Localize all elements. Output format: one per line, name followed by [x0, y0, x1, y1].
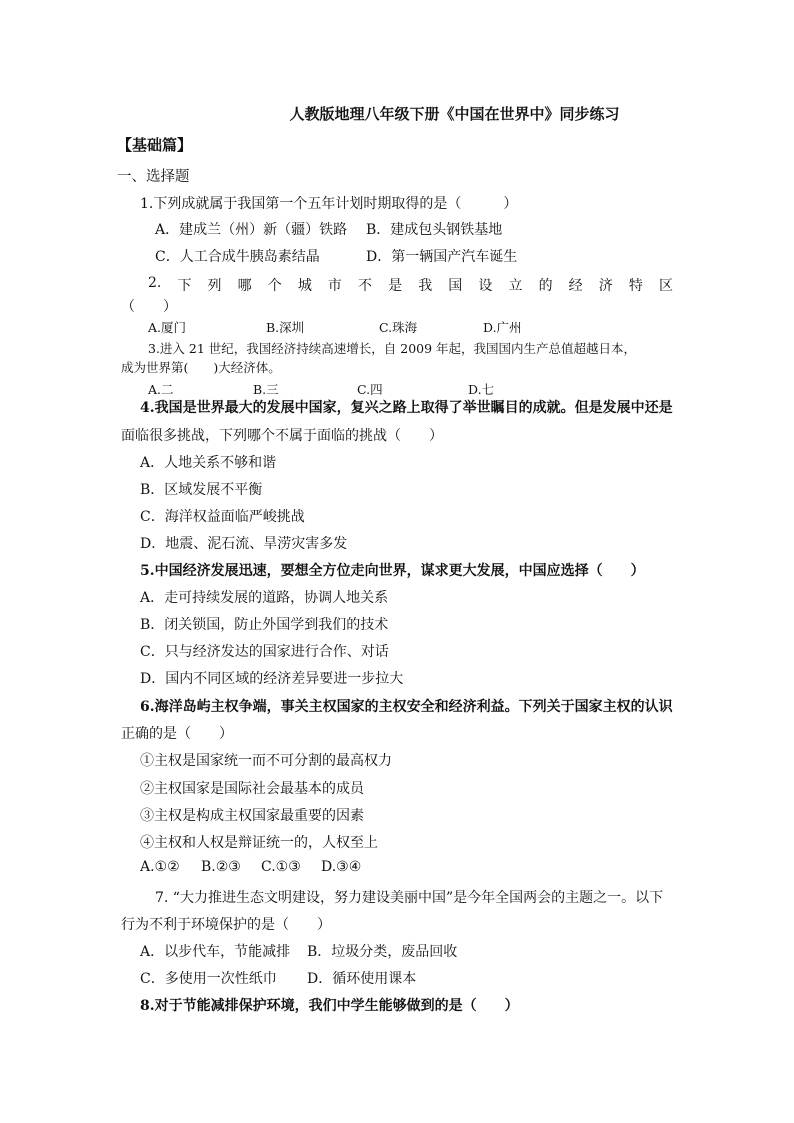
question-6-option-b: B.②③ [201, 859, 241, 875]
question-7-stem-line1: 7. “大力推进生态文明建设，努力建设美丽中国”是今年全国两会的主题之一。以下 [155, 890, 664, 906]
q2-char: 的 [538, 278, 553, 294]
question-3-stem-line2: 成为世界第( )大经济体。 [121, 360, 281, 375]
question-1-option-d: D．第一辆国产汽车诞生 [366, 249, 518, 265]
question-6-statement-3: ③主权是构成主权国家最重要的因素 [140, 808, 364, 824]
question-3-option-c: C.四 [357, 382, 383, 397]
question-2-option-b: B.深圳 [266, 320, 305, 335]
question-4-stem-line1: 4.我国是世界最大的发展中国家，复兴之路上取得了举世瞩目的成就。但是发展中还是 [140, 400, 673, 416]
question-4-option-a: A．人地关系不够和谐 [140, 455, 277, 471]
question-5-stem: 5.中国经济发展迅速，要想全方位走向世界，谋求更大发展，中国应选择（ ） [140, 563, 645, 579]
question-3-option-a: A.二 [148, 382, 174, 397]
q2-char: 城 [297, 278, 312, 294]
section-label: 【基础篇】 [117, 136, 193, 154]
question-2-stem [148, 275, 673, 295]
question-2-option-d: D.广州 [483, 320, 522, 335]
q2-char: 哪 [237, 278, 252, 294]
question-7-option-a: A．以步代车，节能减排 [140, 944, 291, 960]
question-3-option-b: B.三 [253, 382, 279, 397]
q2-char: 国 [448, 278, 463, 294]
question-4-stem-line2: 面临很多挑战，下列哪个不属于面临的挑战（ ） [121, 428, 443, 444]
q2-char: 济 [598, 278, 613, 294]
question-6-statement-4: ④主权和人权是辩证统一的，人权至上 [140, 835, 378, 851]
question-6-option-a: A.①② [140, 859, 180, 875]
q2-char: 立 [508, 278, 523, 294]
question-1-option-b: B．建成包头钢铁基地 [366, 222, 503, 238]
q2-char: 是 [388, 278, 403, 294]
question-6-stem-line1: 6.海洋岛屿主权争端，事关主权国家的主权安全和经济利益。下列关于国家主权的认识 [140, 699, 673, 715]
part-label: 一、选择题 [117, 169, 190, 185]
q2-char: 不 [358, 278, 373, 294]
q2-char: 经 [568, 278, 583, 294]
question-1-option-c: C．人工合成牛胰岛素结晶 [155, 249, 320, 265]
question-6-option-d: D.③④ [321, 859, 362, 875]
question-2-option-c: C.珠海 [379, 320, 418, 335]
question-6-statement-2: ②主权国家是国际社会最基本的成员 [140, 781, 364, 797]
question-6-statement-1: ①主权是国家统一而不可分割的最高权力 [140, 753, 392, 769]
question-1-stem: 1.下列成就属于我国第一个五年计划时期取得的是（ ） [140, 196, 518, 212]
q2-char: 市 [327, 278, 342, 294]
question-4-option-c: C．海洋权益面临严峻挑战 [140, 509, 305, 525]
question-5-option-d: D．国内不同区域的经济差异要进一步拉大 [140, 671, 404, 687]
question-5-option-c: C．只与经济发达的国家进行合作、对话 [140, 644, 389, 660]
question-6-stem-line2: 正确的是（ ） [121, 726, 233, 742]
question-2-answer-blank: （ ） [121, 299, 177, 315]
question-4-option-b: B．区域发展不平衡 [140, 482, 263, 498]
q2-char: 2. [148, 275, 162, 291]
q2-char: 我 [418, 278, 433, 294]
question-3-stem-line1: 3.进入 21 世纪，我国经济持续高速增长，自 2009 年起，我国国内生产总值超越日本， [148, 341, 637, 356]
question-7-option-d: D．循环使用课本 [307, 971, 417, 987]
question-5-option-b: B．闭关锁国，防止外国学到我们的技术 [140, 617, 389, 633]
question-3-option-d: D.七 [468, 382, 495, 397]
question-7-stem-line2: 行为不利于环境保护的是（ ） [121, 917, 331, 933]
q2-char: 区 [658, 278, 673, 294]
question-8-stem: 8.对于节能减排保护环境，我们中学生能够做到的是（ ） [140, 998, 519, 1014]
question-5-option-a: A．走可持续发展的道路，协调人地关系 [140, 590, 389, 606]
question-4-option-d: D．地震、泥石流、旱涝灾害多发 [140, 536, 348, 552]
q2-char: 列 [207, 278, 222, 294]
question-1-option-a: A．建成兰（州）新（疆）铁路 [155, 222, 348, 238]
question-2-option-a: A.厦门 [148, 320, 187, 335]
question-7-option-b: B．垃圾分类，废品回收 [307, 944, 458, 960]
q2-char: 下 [177, 278, 192, 294]
q2-char: 个 [267, 278, 282, 294]
q2-char: 设 [478, 278, 493, 294]
q2-char: 特 [628, 278, 643, 294]
question-6-option-c: C.①③ [261, 859, 301, 875]
question-7-option-c: C．多使用一次性纸巾 [140, 971, 277, 987]
page-title: 人教版地理八年级下册《中国在世界中》同步练习 [289, 105, 620, 123]
